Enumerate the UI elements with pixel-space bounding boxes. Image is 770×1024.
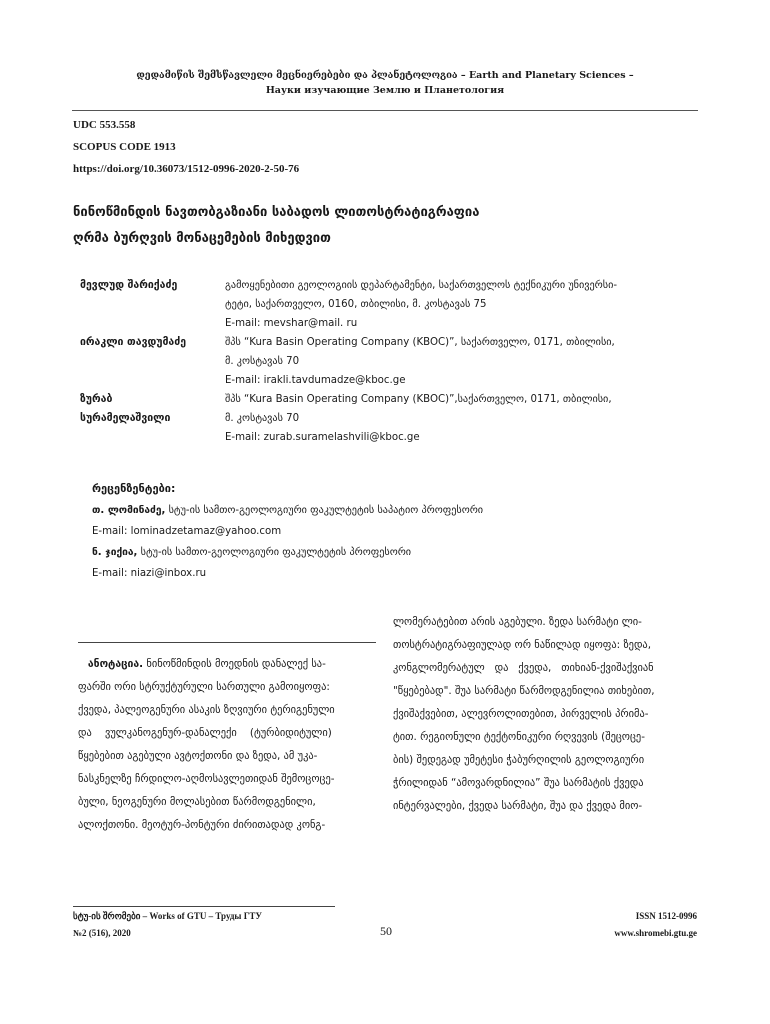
author-affiliation-2 [225, 333, 693, 390]
reviewer-1-name: თ. ლომინაძე, [92, 505, 166, 516]
journal-header-line1: დედამიწის შემსწავლელი მეცნიერებები და პლანეტოლოგია – Earth and Planetary Sciences – [136, 70, 634, 81]
abstract-line: ბული, ნეოგენური მოლასებით წარმოდგენილი, [78, 796, 316, 808]
abstract-line: თოსტრატიგრაფიულად ორ ნაწილად იყოფა: ზედა, [393, 639, 652, 651]
footer-issue: №2 (516), 2020 [73, 928, 131, 938]
author-first-name: ზურაბ [80, 393, 113, 405]
affiliation-line: მ. კოსტავას 70 [225, 356, 300, 367]
author-name-1: მევლუდ შარიქაძე [80, 279, 178, 291]
article-title-line1: ნინოწმინდის ნავთობგაზიანი საბადოს ლითოსტრატიგრაფია [73, 205, 480, 220]
author-email[interactable]: E-mail: irakli.tavdumadze@kboc.ge [225, 375, 406, 386]
abstract-line: ქვიშაქვებით, ალევროლითებით, პირველის პრიმა- [393, 708, 649, 720]
journal-header-line2: Науки изучающие Землю и Планетология [265, 85, 505, 96]
affiliation-line: შპს “Kura Basin Operating Company (KBOC)”,საქართველო, 0171, თბილისი, [225, 394, 612, 405]
author-last-name: სურამელაშვილი [80, 412, 171, 424]
abstract-line: ალოქთონი. მეოტურ-პონტური ძირითადად კონგ- [78, 819, 326, 831]
abstract-left-column [78, 653, 378, 837]
footer-website[interactable]: www.shromebi.gtu.ge [614, 928, 697, 938]
page-number: 50 [380, 924, 392, 938]
author-email[interactable]: E-mail: mevshar@mail. ru [225, 318, 358, 329]
header-rule [72, 110, 698, 111]
abstract-line: ლომერატებით არის აგებული. ზედა სარმატი ლი- [393, 616, 642, 628]
udc-code: UDC 553.558 [73, 119, 136, 131]
abstract-line: წყებებით აგებული ავტოქთონი და ზედა, ამ უკა- [78, 750, 318, 762]
abstract-line: ტით. რეგიონული ტექტონიკური რღვევის (შეცოცე- [393, 731, 645, 743]
affiliation-line: გამოყენებითი გეოლოგიის დეპარტამენტი, საქართველოს ტექნიკური უნივერსი- [225, 280, 618, 291]
abstract-line: ბის) შედეგად უმეტესი ჭაბურღილის გეოლოგიური [393, 754, 645, 766]
author-name-3 [80, 390, 170, 428]
author-name-2: ირაკლი თავდუმაძე [80, 336, 187, 348]
footer-rule [73, 906, 335, 907]
reviewer-2-role: სტუ-ის სამთო-გეოლოგიური ფაკულტეტის პროფესორი [137, 547, 412, 558]
abstract-right-column [393, 611, 698, 818]
article-title-line2: ღრმა ბურღვის მონაცემების მიხედვით [73, 231, 331, 246]
abstract-rule [78, 642, 376, 643]
reviewer-1 [92, 505, 483, 516]
reviewer-2-name: ნ. ჯიქია, [92, 547, 138, 558]
reviewer-1-email[interactable]: E-mail: lominadzetamaz@yahoo.com [92, 526, 282, 537]
abstract-line: ჭრილიდან “ამოვარდნილია” შუა სარმატის ქვედა [393, 777, 644, 789]
abstract-line: კონგლომერატულ და ქვედა, თიხიან-ქვიშაქვიან [393, 662, 654, 674]
affiliation-line: მ. კოსტავას 70 [225, 413, 300, 424]
reviewer-2 [92, 547, 411, 558]
abstract-line: ნასკნელზე ჩრდილო-აღმოსავლეთიდან შემოცოცე- [78, 773, 335, 785]
abstract-line: "წყებებად". შუა სარმატი წარმოდგენილია თიხებით, [393, 685, 655, 697]
reviewers-heading: რეცენზენტები: [92, 482, 176, 495]
author-affiliation-3 [225, 390, 693, 447]
abstract-line: ქვედა, პალეოგენური ასაკის ზღვიური ტერიგენული [78, 704, 335, 716]
author-affiliation-1 [225, 276, 693, 333]
reviewer-2-email[interactable]: E-mail: niazi@inbox.ru [92, 568, 207, 579]
abstract-line: და ვულკანოგენურ-დანალექი (ტურბიდიტული) [78, 727, 332, 739]
scopus-code: SCOPUS CODE 1913 [73, 141, 176, 153]
doi-link[interactable]: https://doi.org/10.36073/1512-0996-2020-2-50-76 [73, 163, 300, 175]
reviewer-1-role: სტუ-ის სამთო-გეოლოგიური ფაკულტეტის საპატიო პროფესორი [165, 505, 484, 516]
abstract-line: ანოტაცია. ნინოწმინდის მოედნის დანალექ სა- [87, 658, 326, 670]
affiliation-line: ტეტი, საქართველო, 0160, თბილისი, მ. კოსტავას 75 [225, 299, 487, 310]
abstract-line: ფარში ორი სტრუქტურული სართული გამოიყოფა: [78, 681, 330, 693]
abstract-label: ანოტაცია. [87, 658, 144, 670]
footer-issn: ISSN 1512-0996 [635, 911, 697, 921]
abstract-line: ინტერვალები, ქვედა სარმატი, შუა და ქვედა მიო- [393, 800, 643, 812]
affiliation-line: შპს “Kura Basin Operating Company (KBOC)”, საქართველო, 0171, თბილისი, [225, 337, 615, 348]
author-email[interactable]: E-mail: zurab.suramelashvili@kboc.ge [225, 432, 420, 443]
footer-journal: სტუ-ის შრომები – Works of GTU – Труды ГТУ [73, 911, 263, 921]
